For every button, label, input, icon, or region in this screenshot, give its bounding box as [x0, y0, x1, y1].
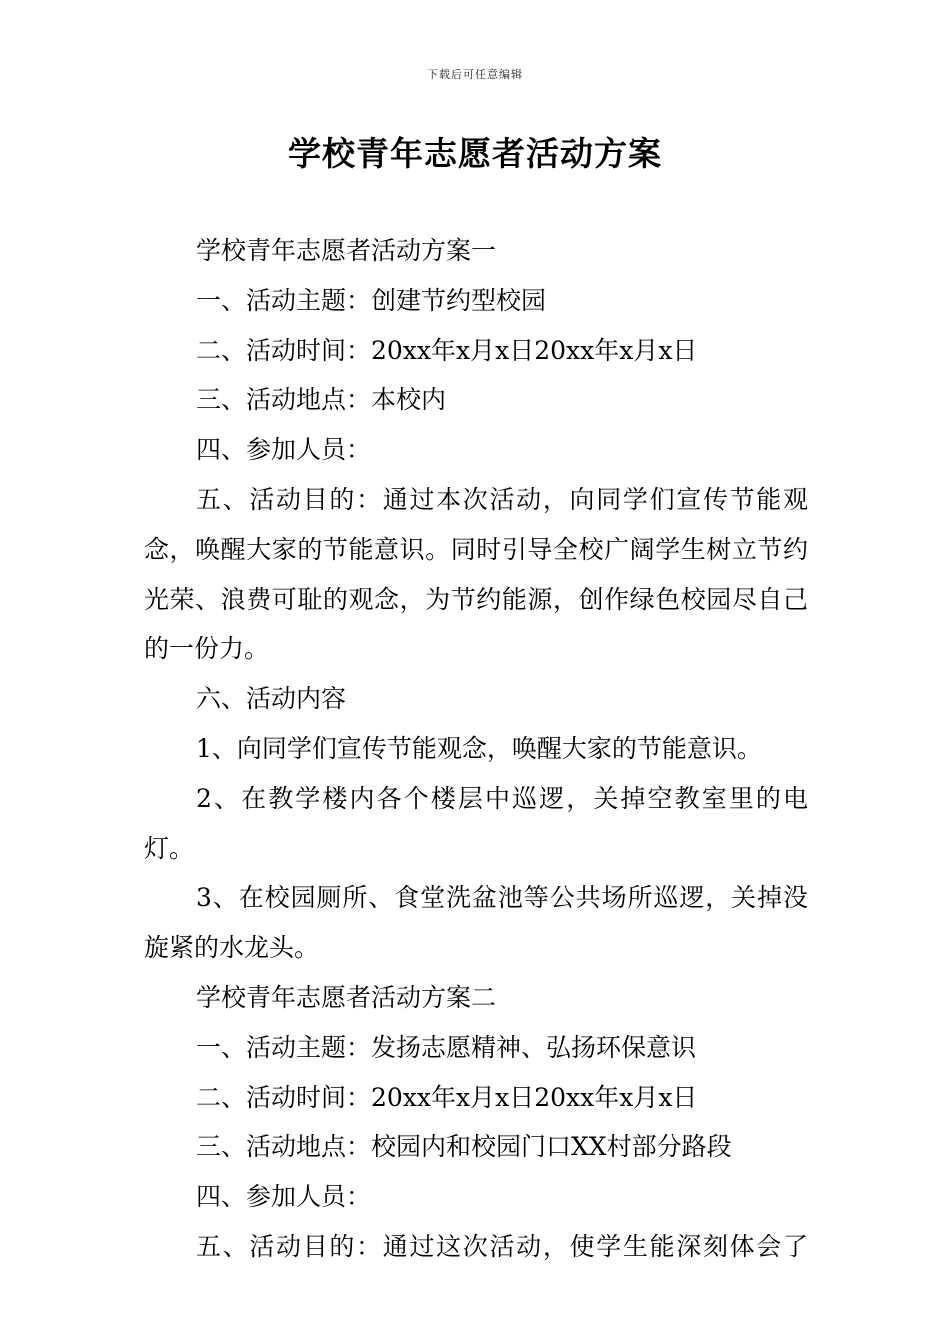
plan-two-theme: 一、活动主题：发扬志愿精神、弘扬环保意识 [196, 1032, 697, 1062]
plan-one-time: 二、活动时间：20xx年x月x日20xx年x月x日 [196, 335, 698, 365]
plan-one-content-item-1: 1、向同学们宣传节能观念，唤醒大家的节能意识。 [196, 733, 762, 763]
plan-two-purpose: 五、活动目的：通过这次活动，使学生能深刻体会了 [196, 1231, 808, 1261]
plan-two-time: 二、活动时间：20xx年x月x日20xx年x月x日 [196, 1082, 698, 1112]
plan-one-content-item-3: 3、在校园厕所、食堂洗盆池等公共场所巡逻，关掉没旋紧的水龙头。 [144, 883, 808, 963]
document-body [144, 226, 808, 1272]
plan-one-participants: 四、参加人员： [196, 435, 372, 465]
plan-one-theme: 一、活动主题：创建节约型校园 [196, 285, 547, 315]
header-note: 下载后可任意编辑 [427, 68, 523, 81]
plan-one-purpose: 五、活动目的：通过本次活动，向同学们宣传节能观念，唤醒大家的节能意识。同时引导全校广阔学生树立节约光荣、浪费可耻的观念，为节约能源，创作绿色校园尽自己的一份力。 [144, 484, 808, 664]
section-heading-plan-two: 学校青年志愿者活动方案二 [196, 982, 497, 1012]
section-heading-plan-one: 学校青年志愿者活动方案一 [196, 236, 497, 265]
plan-two-participants: 四、参加人员： [196, 1182, 372, 1212]
plan-one-content-heading: 六、活动内容 [196, 684, 347, 714]
plan-one-content-item-2: 2、在教学楼内各个楼层中巡逻，关掉空教室里的电灯。 [144, 783, 808, 863]
document-title: 学校青年志愿者活动方案 [288, 134, 662, 173]
plan-two-location: 三、活动地点：校园内和校园门口XX村部分路段 [196, 1132, 732, 1162]
plan-one-location: 三、活动地点：本校内 [196, 385, 447, 415]
